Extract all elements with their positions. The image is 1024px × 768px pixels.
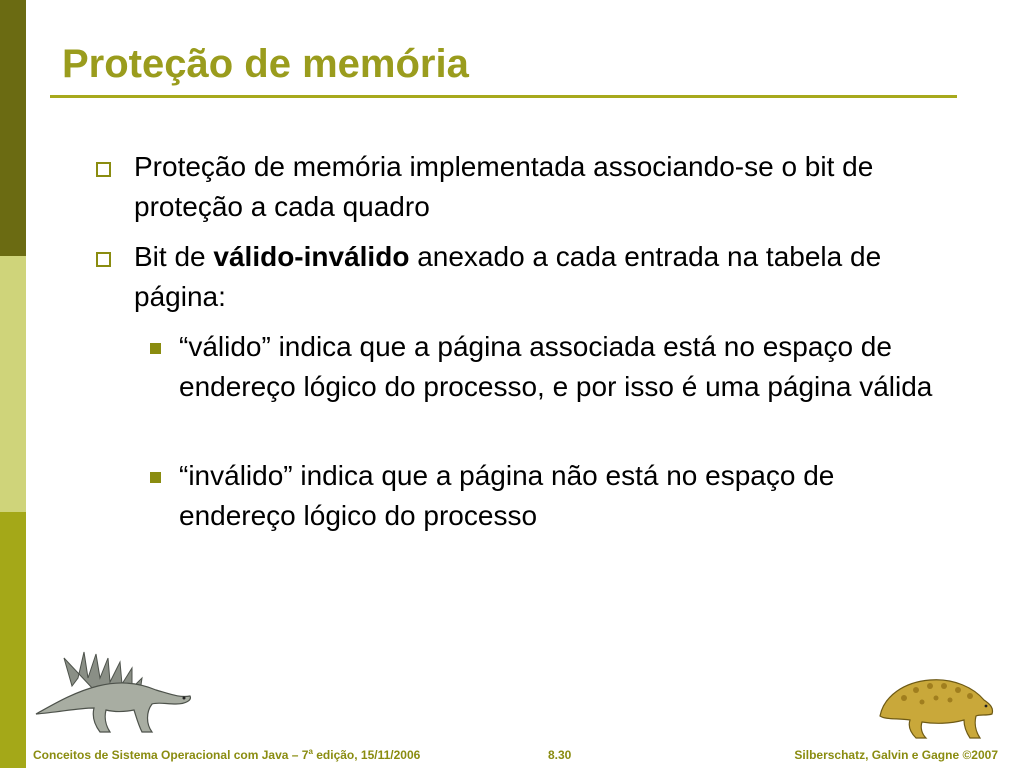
bullet-item-1-text: Proteção de memória implementada associando-se o bit de proteção a cada quadro [134, 151, 874, 222]
stegosaurus-illustration [34, 648, 194, 738]
bullet-item-2-prefix: Bit de [134, 241, 214, 272]
footer-left-text-b: edição, 15/11/2006 [312, 748, 421, 762]
left-bar-light-segment [0, 256, 26, 512]
footer-book-info [33, 747, 420, 762]
bullet-item-2-suffix: anexado a cada entrada na tabela de página: [134, 241, 882, 312]
footer-left-superscript: a [308, 747, 313, 756]
hollow-square-bullet-icon [96, 162, 111, 177]
left-bar-mid-segment [0, 512, 26, 768]
footer-copyright: Silberschatz, Galvin e Gagne ©2007 [794, 748, 998, 762]
footer-page-number: 8.30 [548, 748, 572, 762]
footer-left-text-a: Conceitos de Sistema Operacional com Java – 7 [33, 748, 309, 762]
bullet-item-2-bold-term: válido-inválido [213, 241, 410, 272]
filled-square-bullet-icon [150, 472, 161, 483]
sub-bullet-item-2-text: “inválido” indica que a página não está no espaço de endereço lógico do processo [179, 460, 835, 531]
slide-title: Proteção de memória [62, 42, 469, 86]
sub-bullet-item-1-text: “válido” indica que a página associada está no espaço de endereço lógico do processo, e por isso é uma página válida [179, 331, 933, 402]
hollow-square-bullet-icon [96, 252, 111, 267]
title-underline [50, 95, 957, 98]
bullet-item-2 [134, 237, 934, 317]
sub-bullet-item-2 [179, 456, 939, 536]
bullet-item-1 [134, 147, 934, 227]
sub-bullet-item-1 [179, 327, 939, 407]
left-decorative-bar [0, 0, 26, 768]
filled-square-bullet-icon [150, 343, 161, 354]
ankylosaur-illustration [874, 672, 998, 742]
left-bar-dark-segment [0, 0, 26, 256]
